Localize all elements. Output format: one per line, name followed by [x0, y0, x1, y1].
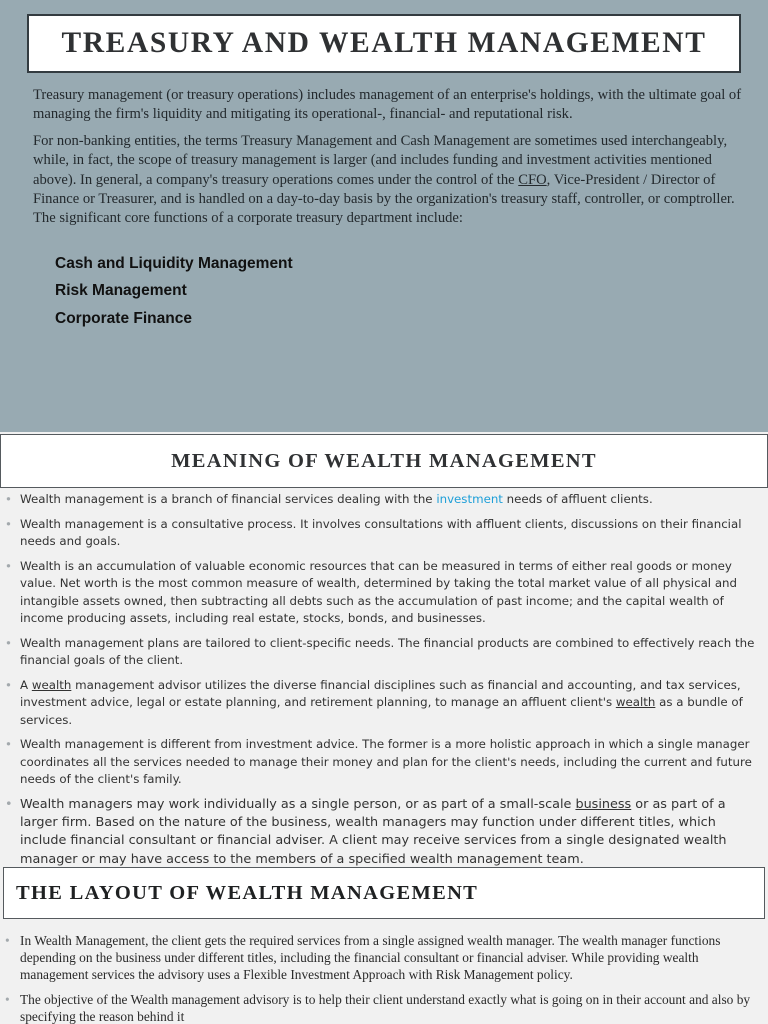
- text: management advisor utilizes the diverse financial disciplines such as financial and accounting, and tax services, investment advice, legal or estate planning, and retirement planning, to manage an affluent client's: [20, 677, 741, 709]
- cfo-link[interactable]: CFO: [518, 171, 547, 188]
- slide-title: MEANING OF WEALTH MANAGEMENT: [171, 449, 597, 472]
- list-item: Cash and Liquidity Management: [55, 255, 293, 272]
- text: as a bundle of services.: [20, 695, 743, 727]
- investment-link[interactable]: investment: [436, 492, 503, 506]
- list-item: Corporate Finance: [55, 309, 192, 327]
- list-item: • Wealth management is different from investment advice. The former is a more holistic approach in which a single manager coordinates all the services needed to manage their money and plan for the client's needs, including the current and future needs of the client's family.: [0, 736, 768, 789]
- text: or as part of a larger firm. Based on the nature of the business, wealth managers may function under different titles, which include financial consultant or financial adviser. A client may receive services from a single designated wealth manager or may have access to the members of a specified wealth management team.: [20, 796, 727, 867]
- layout-bullet-list: [0, 932, 768, 1024]
- meaning-bullet-list: [0, 491, 768, 867]
- list-item: [0, 491, 768, 509]
- wealth-link[interactable]: wealth: [615, 695, 656, 709]
- slide-title: TREASURY AND WEALTH MANAGEMENT: [61, 27, 707, 59]
- paragraph-treasury-scope: [33, 132, 745, 228]
- text: Wealth managers may work individually as a single person, or as part of a small-scale: [20, 796, 576, 812]
- core-functions-list: [55, 254, 293, 336]
- list-item: • Wealth management plans are tailored to client-specific needs. The financial products are combined to effectively reach the financial goals of the client.: [0, 635, 768, 670]
- title-box: [3, 867, 765, 919]
- paragraph-treasury-definition: Treasury management (or treasury operations) includes management of an enterprise's holdings, with the ultimate goal of managing the firm's liquidity and mitigating its operational-, financial- and reputational risk.: [33, 87, 742, 123]
- list-item: • In Wealth Management, the client gets the required services from a single assigned wealth manager. The wealth manager functions depending on the business under different titles, including the financial consultant or financial adviser. While providing wealth management services the advisory uses a Flexible Investment Approach with Risk Management policy.: [0, 932, 768, 984]
- list-item: [0, 677, 768, 730]
- list-item: [0, 796, 768, 868]
- text: For non-banking entities, the terms Treasury Management and Cash Management are sometimes used interchangeably, while, in fact, the scope of treasury management is larger (and includes funding and investment activities mentioned above). In general, a company's treasury operations comes under the control of the: [33, 133, 728, 188]
- slide-title: THE LAYOUT OF WEALTH MANAGEMENT: [16, 881, 479, 904]
- list-item: • The objective of the Wealth management advisory is to help their client understand exactly what is going on in their account and also by specifying the reason behind it: [0, 991, 768, 1024]
- slide-meaning: [0, 432, 768, 867]
- title-box: [27, 14, 741, 73]
- text: Wealth management is a branch of financial services dealing with the: [20, 492, 437, 506]
- text: A: [20, 677, 32, 692]
- slide-treasury: [0, 0, 768, 432]
- list-item: Risk Management: [55, 282, 187, 300]
- text: , Vice-President / Director of Finance or Treasurer, and is handled on a day-to-day basis by the organization's treasury staff, controller, or comptroller. The significant core functions of a corporate treasury department include:: [33, 171, 735, 227]
- list-item: • Wealth management is a consultative process. It involves consultations with affluent clients, discussions on their financial needs and goals.: [0, 516, 768, 551]
- title-box: [0, 434, 768, 488]
- slide-layout: [0, 867, 768, 1024]
- wealth-link[interactable]: wealth: [31, 677, 72, 692]
- text: needs of affluent clients.: [502, 492, 653, 506]
- business-link[interactable]: business: [575, 796, 632, 812]
- list-item: • Wealth is an accumulation of valuable economic resources that can be measured in terms of either real goods or money value. Net worth is the most common measure of wealth, determined by taking the total market value of all physical and intangible assets owned, then subtracting all debts such as the accumulation of past income; and the capital wealth of income producing assets, including real estate, stocks, bonds, and businesses.: [0, 558, 768, 628]
